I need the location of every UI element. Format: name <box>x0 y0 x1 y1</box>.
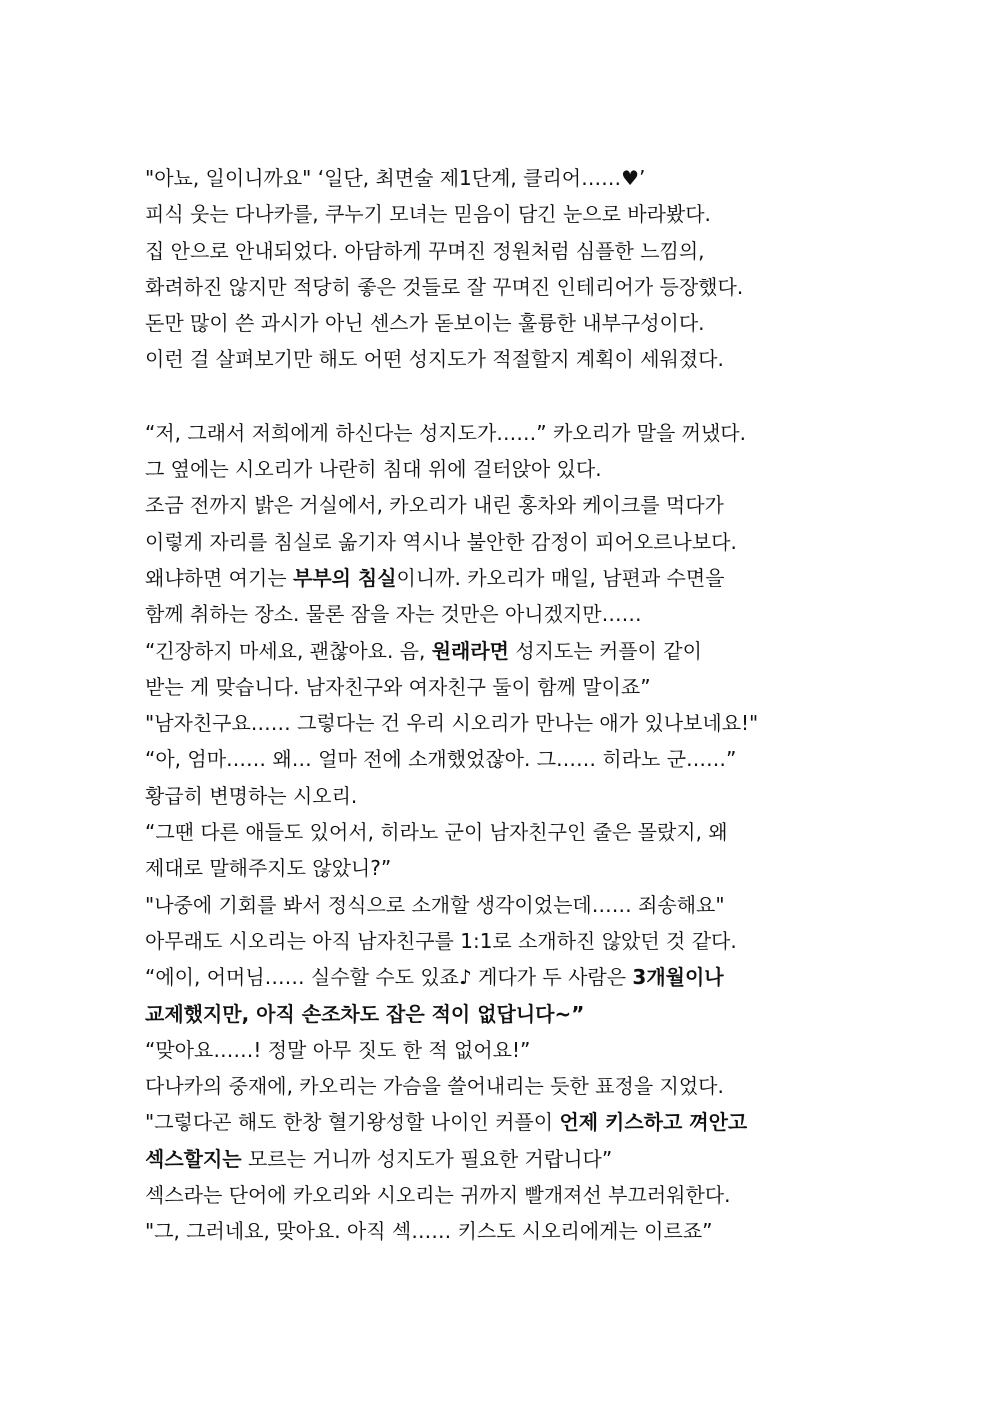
text-line <box>145 560 865 596</box>
emphasis-text: 원래라면 <box>431 638 509 663</box>
emphasis-text: 섹스할지는 <box>145 1146 242 1171</box>
text-line: 조금 전까지 밝은 거실에서, 카오리가 내린 홍차와 케이크를 먹다가 <box>145 493 724 518</box>
text-line: "남자친구요…… 그렇다는 건 우리 시오리가 만나는 애가 있나보네요!" <box>145 711 759 736</box>
text-line: 그 옆에는 시오리가 나란히 침대 위에 걸터앉아 있다. <box>145 457 602 482</box>
text-span: 왜냐하면 여기는 <box>145 565 293 590</box>
text-line: 제대로 말해주지도 않았니?” <box>145 856 392 881</box>
text-line: 황급히 변명하는 시오리. <box>145 783 358 808</box>
text-line: 돈만 많이 쓴 과시가 아닌 센스가 돋보이는 훌륭한 내부구성이다. <box>145 311 705 336</box>
text-line: 다나카의 중재에, 카오리는 가슴을 쓸어내리는 듯한 표정을 지었다. <box>145 1074 724 1099</box>
emphasis-text: 3개월이나 <box>632 965 724 990</box>
text-line: "아뇨, 일이니까요" ‘일단, 최면술 제1단계, 클리어……♥’ <box>145 166 646 190</box>
text-line: 이런 걸 살펴보기만 해도 어떤 성지도가 적절할지 계획이 세워졌다. <box>145 347 724 372</box>
text-line: 피식 웃는 다나카를, 쿠누기 모녀는 믿음이 담긴 눈으로 바라봤다. <box>145 202 711 227</box>
text-span: “에이, 어머님…… 실수할 수도 있죠♪ 게다가 두 사람은 <box>145 965 633 990</box>
text-line <box>145 959 865 995</box>
text-line: 집 안으로 안내되었다. 아담하게 꾸며진 정원처럼 심플한 느낌의, <box>145 238 705 263</box>
text-line: "그, 그러네요, 맞아요. 아직 섹…… 키스도 시오리에게는 이르죠” <box>145 1219 713 1244</box>
text-span: 모르는 거니까 성지도가 필요한 거랍니다” <box>241 1146 613 1171</box>
text-line: “그땐 다른 애들도 있어서, 히라노 군이 남자친구인 줄은 몰랐지, 왜 <box>145 820 728 845</box>
paragraph-gap <box>145 378 865 415</box>
text-line: 함께 취하는 장소. 물론 잠을 자는 것만은 아니겠지만…… <box>145 602 642 627</box>
text-line <box>145 1104 865 1140</box>
emphasis-text: 언제 키스하고 껴안고 <box>559 1110 748 1135</box>
text-line: 화려하진 않지만 적당히 좋은 것들로 잘 꾸며진 인테리어가 등장했다. <box>145 274 744 299</box>
text-line: “맞아요……! 정말 아무 짓도 한 적 없어요!” <box>145 1037 531 1062</box>
text-line <box>145 633 865 669</box>
text-line: 교제했지만, 아직 손조차도 잡은 적이 없답니다~” <box>145 1001 585 1026</box>
text-line: "나중에 기회를 봐서 정식으로 소개할 생각이었는데…… 죄송해요" <box>145 892 725 917</box>
text-span: 이니까. 카오리가 매일, 남편과 수면을 <box>396 565 725 590</box>
body-text <box>145 160 865 1250</box>
text-line: 이렇게 자리를 침실로 옮기자 역시나 불안한 감정이 피어오르나보다. <box>145 529 737 554</box>
emphasis-text: 부부의 침실 <box>292 565 397 590</box>
text-line: 아무래도 시오리는 아직 남자친구를 1:1로 소개하진 않았던 것 같다. <box>145 928 737 953</box>
text-span: “긴장하지 마세요, 괜찮아요. 음, <box>145 638 432 663</box>
text-span: "그렇다곤 해도 한창 혈기왕성할 나이인 커플이 <box>145 1110 560 1135</box>
text-line: 섹스라는 단어에 카오리와 시오리는 귀까지 빨개져선 부끄러워한다. <box>145 1183 731 1208</box>
text-line: “저, 그래서 저희에게 하신다는 성지도가……” 카오리가 말을 꺼냈다. <box>145 420 746 445</box>
text-line: 받는 게 맞습니다. 남자친구와 여자친구 둘이 함께 말이죠” <box>145 674 651 699</box>
text-span: 성지도는 커플이 같이 <box>508 638 702 663</box>
text-line: “아, 엄마…… 왜… 얼마 전에 소개했었잖아. 그…… 히라노 군……” <box>145 747 737 772</box>
text-line <box>145 1141 865 1177</box>
